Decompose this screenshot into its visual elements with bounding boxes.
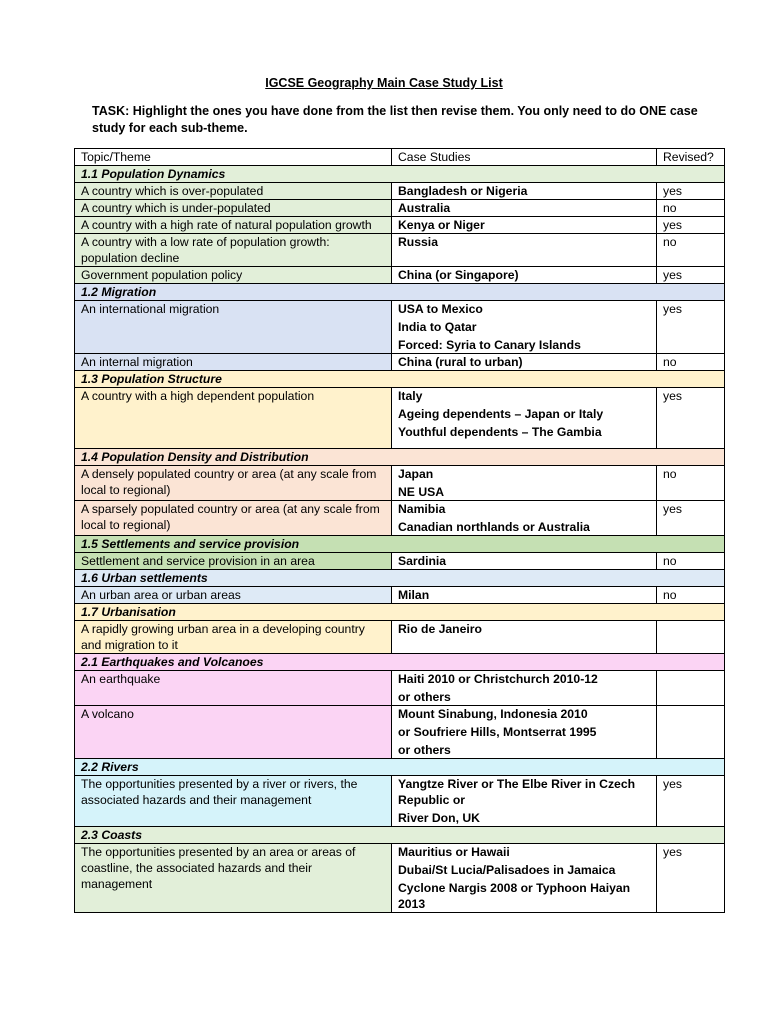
topic-cell: An earthquake <box>75 671 392 706</box>
case-study-cell <box>392 234 657 267</box>
table-row <box>75 776 725 827</box>
section-row <box>75 604 725 621</box>
case-study-line: USA to Mexico <box>398 302 483 316</box>
table-row <box>75 388 725 449</box>
topic-cell: Government population policy <box>75 267 392 284</box>
case-study-cell <box>392 354 657 371</box>
document-title: IGCSE Geography Main Case Study List <box>265 76 503 90</box>
case-study-cell <box>392 267 657 284</box>
case-study-line: Italy <box>398 389 423 403</box>
topic-cell: The opportunities presented by an area or areas of coastline, the associated hazards and their management <box>75 844 392 913</box>
case-study-line: Cyclone Nargis 2008 or Typhoon Haiyan 2013 <box>398 881 631 911</box>
case-study-line: Milan <box>398 588 430 602</box>
revised-cell: yes <box>657 267 725 284</box>
table-row <box>75 301 725 354</box>
revised-cell: no <box>657 587 725 604</box>
table-row <box>75 200 725 217</box>
revised-cell: no <box>657 553 725 570</box>
case-study-line: Russia <box>398 235 438 249</box>
case-study-cell <box>392 844 657 913</box>
revised-cell: yes <box>657 776 725 827</box>
table-row <box>75 844 725 913</box>
case-study-line: China (rural to urban) <box>398 355 523 369</box>
case-study-cell <box>392 621 657 654</box>
case-study-line: Sardinia <box>398 554 447 568</box>
section-title: 1.6 Urban settlements <box>75 570 725 587</box>
case-study-cell <box>392 587 657 604</box>
topic-cell: A country which is over-populated <box>75 183 392 200</box>
section-title: 2.1 Earthquakes and Volcanoes <box>75 654 725 671</box>
case-study-line: India to Qatar <box>398 320 477 334</box>
section-row <box>75 371 725 388</box>
revised-cell: no <box>657 234 725 267</box>
case-study-line: or others <box>398 743 451 757</box>
section-title: 1.4 Population Density and Distribution <box>75 449 725 466</box>
topic-cell: A volcano <box>75 706 392 759</box>
table-row <box>75 217 725 234</box>
section-row <box>75 827 725 844</box>
revised-cell: no <box>657 354 725 371</box>
topic-cell: A sparsely populated country or area (at any scale from local to regional) <box>75 501 392 536</box>
task-instructions: TASK: Highlight the ones you have done from the list then revise them. You only need to do ONE case study for each sub-theme. <box>92 104 698 135</box>
case-study-cell <box>392 301 657 354</box>
case-study-cell <box>392 776 657 827</box>
section-title: 1.5 Settlements and service provision <box>75 536 725 553</box>
case-study-line: Kenya or Niger <box>398 218 485 232</box>
revised-cell: yes <box>657 501 725 536</box>
header-case-studies: Case Studies <box>392 149 657 166</box>
case-study-line: Dubai/St Lucia/Palisadoes in Jamaica <box>398 863 616 877</box>
topic-cell: A densely populated country or area (at any scale from local to regional) <box>75 466 392 501</box>
topic-cell: An internal migration <box>75 354 392 371</box>
header-revised: Revised? <box>657 149 725 166</box>
revised-cell: yes <box>657 388 725 449</box>
section-title: 1.7 Urbanisation <box>75 604 725 621</box>
case-study-cell <box>392 553 657 570</box>
case-study-line: Namibia <box>398 502 446 516</box>
section-title: 2.2 Rivers <box>75 759 725 776</box>
section-row <box>75 570 725 587</box>
table-row <box>75 553 725 570</box>
section-title: 1.1 Population Dynamics <box>75 166 725 183</box>
case-study-line: Mount Sinabung, Indonesia 2010 <box>398 707 588 721</box>
section-row <box>75 284 725 301</box>
case-study-cell <box>392 200 657 217</box>
topic-cell: A country which is under-populated <box>75 200 392 217</box>
case-study-line: Forced: Syria to Canary Islands <box>398 338 581 352</box>
revised-cell <box>657 621 725 654</box>
case-study-line: Bangladesh or Nigeria <box>398 184 528 198</box>
table-header-row <box>75 149 725 166</box>
case-study-line: Rio de Janeiro <box>398 622 482 636</box>
table-row <box>75 183 725 200</box>
section-row <box>75 536 725 553</box>
section-row <box>75 654 725 671</box>
topic-cell: An international migration <box>75 301 392 354</box>
case-study-table <box>74 148 725 913</box>
case-study-line: Australia <box>398 201 451 215</box>
case-study-cell <box>392 466 657 501</box>
case-study-line: or others <box>398 690 451 704</box>
table-row <box>75 466 725 501</box>
case-study-line: Haiti 2010 or Christchurch 2010-12 <box>398 672 598 686</box>
topic-cell: An urban area or urban areas <box>75 587 392 604</box>
case-study-line: China (or Singapore) <box>398 268 519 282</box>
revised-cell: yes <box>657 183 725 200</box>
case-study-cell <box>392 388 657 449</box>
case-study-cell <box>392 706 657 759</box>
revised-cell: no <box>657 466 725 501</box>
topic-cell: A country with a high dependent population <box>75 388 392 449</box>
table-row <box>75 621 725 654</box>
table-row <box>75 587 725 604</box>
case-study-line: NE USA <box>398 485 445 499</box>
case-study-cell <box>392 217 657 234</box>
case-study-line: or Soufriere Hills, Montserrat 1995 <box>398 725 597 739</box>
revised-cell: yes <box>657 217 725 234</box>
case-study-cell <box>392 183 657 200</box>
topic-cell: The opportunities presented by a river or rivers, the associated hazards and their management <box>75 776 392 827</box>
table-row <box>75 267 725 284</box>
topic-cell: A rapidly growing urban area in a developing country and migration to it <box>75 621 392 654</box>
table-row <box>75 501 725 536</box>
section-row <box>75 449 725 466</box>
case-study-line: River Don, UK <box>398 811 480 825</box>
case-study-line: Yangtze River or The Elbe River in Czech Republic or <box>398 777 636 807</box>
case-study-cell <box>392 501 657 536</box>
revised-cell: yes <box>657 844 725 913</box>
section-title: 2.3 Coasts <box>75 827 725 844</box>
case-study-cell <box>392 671 657 706</box>
revised-cell: no <box>657 200 725 217</box>
revised-cell <box>657 671 725 706</box>
table-row <box>75 706 725 759</box>
section-row <box>75 166 725 183</box>
revised-cell: yes <box>657 301 725 354</box>
table-row <box>75 671 725 706</box>
revised-cell <box>657 706 725 759</box>
case-study-line: Mauritius or Hawaii <box>398 845 510 859</box>
table-row <box>75 234 725 267</box>
section-row <box>75 759 725 776</box>
case-study-line: Canadian northlands or Australia <box>398 520 590 534</box>
header-topic: Topic/Theme <box>75 149 392 166</box>
case-study-line: Japan <box>398 467 434 481</box>
topic-cell: A country with a high rate of natural population growth <box>75 217 392 234</box>
case-study-line: Ageing dependents – Japan or Italy <box>398 407 604 421</box>
section-title: 1.2 Migration <box>75 284 725 301</box>
section-title: 1.3 Population Structure <box>75 371 725 388</box>
topic-cell: Settlement and service provision in an area <box>75 553 392 570</box>
case-study-line: Youthful dependents – The Gambia <box>398 425 602 439</box>
topic-cell: A country with a low rate of population growth: population decline <box>75 234 392 267</box>
table-row <box>75 354 725 371</box>
